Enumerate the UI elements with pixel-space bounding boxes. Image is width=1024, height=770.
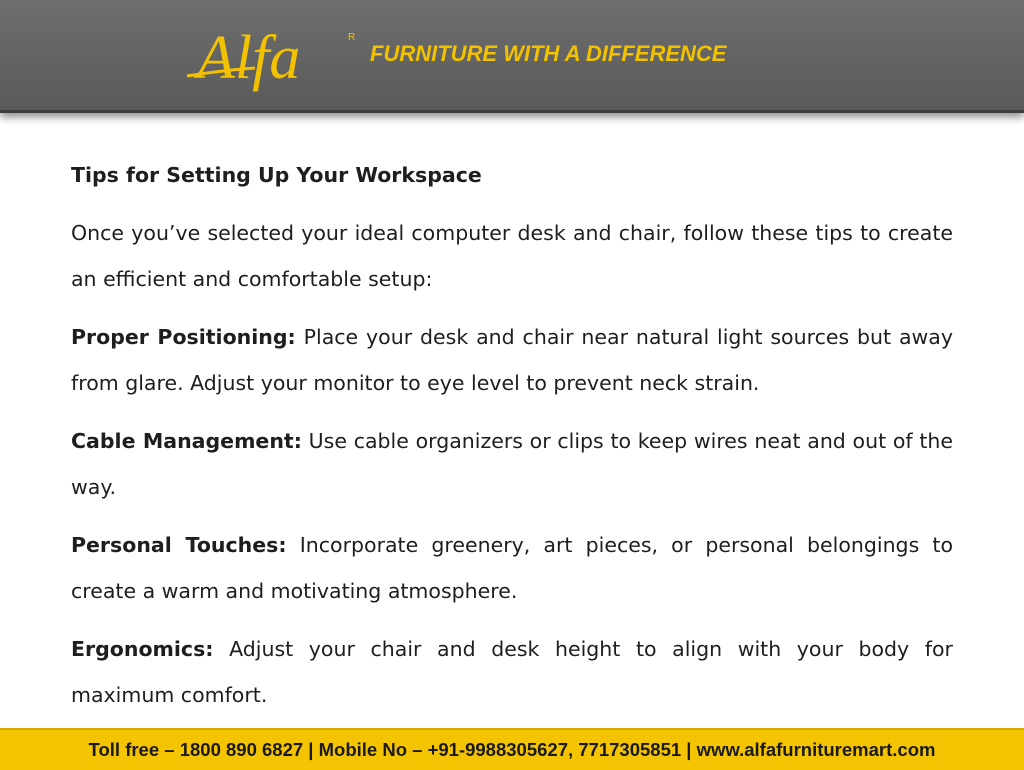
- tip-text: Adjust your chair and desk height to align with your body for maximum comfort.: [71, 637, 953, 707]
- contact-info: Toll free – 1800 890 6827 | Mobile No – +91-9988305627, 7717305851 | www.alfafurnituremart.com: [88, 739, 936, 760]
- alfa-logo: [185, 18, 365, 100]
- tip-title: Ergonomics:: [71, 637, 214, 661]
- registered-mark: R: [348, 32, 356, 43]
- tagline: FURNITURE WITH A DIFFERENCE: [370, 41, 727, 66]
- tip-title: Personal Touches:: [71, 533, 287, 557]
- tip-item: [71, 418, 953, 510]
- section-heading: Tips for Setting Up Your Workspace: [71, 163, 482, 187]
- tip-item: [71, 314, 953, 406]
- tip-item: [71, 522, 953, 614]
- tip-title: Proper Positioning:: [71, 325, 296, 349]
- intro-paragraph: Once you’ve selected your ideal computer desk and chair, follow these tips to create an efficient and comfortable setup:: [71, 221, 953, 291]
- tip-item: [71, 626, 953, 718]
- tip-text: Place your desk and chair near natural light sources but away from glare. Adjust your monitor to eye level to prevent neck strain.: [71, 325, 953, 395]
- main-content: [71, 152, 953, 730]
- footer-bar: [0, 728, 1024, 770]
- tip-text: Use cable organizers or clips to keep wires neat and out of the way.: [71, 429, 953, 499]
- header-bar: [0, 0, 1024, 113]
- tip-text: Incorporate greenery, art pieces, or personal belongings to create a warm and motivating atmosphere.: [71, 533, 953, 603]
- logo-text: Alfa: [197, 24, 301, 92]
- tip-title: Cable Management:: [71, 429, 302, 453]
